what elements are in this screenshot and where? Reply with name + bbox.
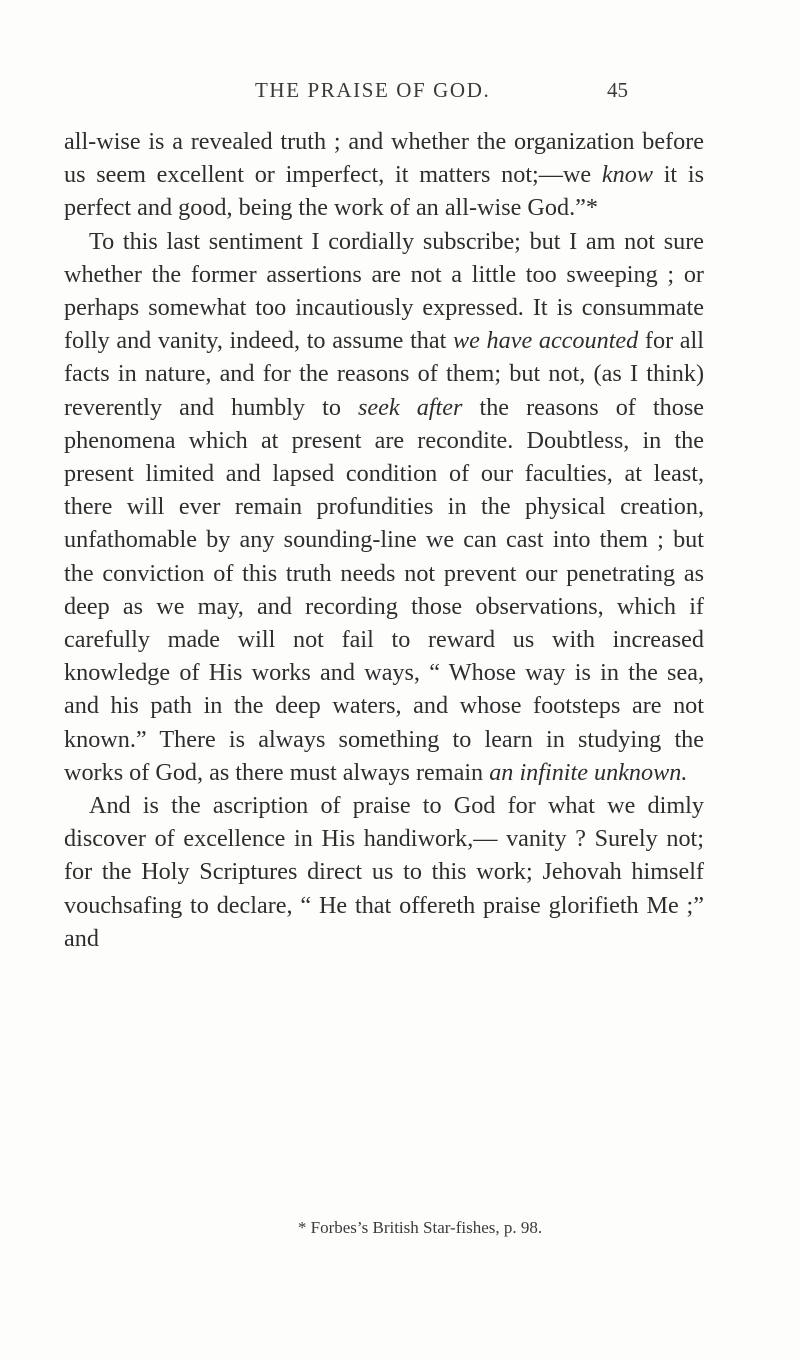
page-number: 45: [607, 78, 628, 102]
running-head: THE PRAISE OF GOD.: [255, 78, 491, 102]
emphasis-we-have-accounted: we have accounted: [453, 327, 639, 355]
paragraph-1: [64, 125, 704, 225]
page-header: [0, 78, 800, 118]
emphasis-seek-after: seek after: [358, 393, 463, 421]
paragraph-text: for all facts in nature, and for the reasons of them; but not, (as I think) reverently and humbly to: [64, 327, 704, 421]
paragraph-text: And is the ascription of praise to God for what we dimly discover of excellence in His handiwork,— vanity ? Surely not; for the Holy Scriptures direct us to this work; Jehovah himself vouchsafing to declare, “ He that offereth praise glorifieth Me ;” and: [64, 792, 704, 952]
paragraph-text: all-wise is a revealed truth ; and whether the organization before us seem excellent or imperfect, it matters not;—we: [64, 128, 704, 189]
emphasis-know: know: [601, 161, 653, 189]
footnote: * Forbes’s British Star-fishes, p. 98.: [297, 1218, 543, 1237]
body-text: [64, 125, 704, 955]
paragraph-text: To this last sentiment I cordially subscribe; but I am not sure whether the former assertions are not a little too sweeping ; or perhaps somewhat too incautiously expressed. It is consummate folly and vanity, indeed, to assume that: [64, 227, 704, 355]
emphasis-an-infinite-unknown: an infinite unknown.: [489, 758, 688, 786]
paragraph-text: the reasons of those phenomena which at present are recondite. Doubtless, in the present limited and lapsed condition of our faculties, at least, there will ever remain profundities in the physical creation, unfathomable by any sounding-line we can cast into them ; but the conviction of this truth needs not prevent our penetrating as deep as we may, and recording those observations, which if carefully made will not fail to reward us with increased knowledge of His works and ways, “ Whose way is in the sea, and his path in the deep waters, and whose footsteps are not known.” There is always something to learn in studying the works of God, as there must always remain: [64, 393, 704, 786]
paragraph-2: [64, 225, 704, 789]
paragraph-3: [64, 789, 704, 955]
paragraph-text: it is perfect and good, being the work of an all-wise God.”*: [64, 161, 704, 222]
